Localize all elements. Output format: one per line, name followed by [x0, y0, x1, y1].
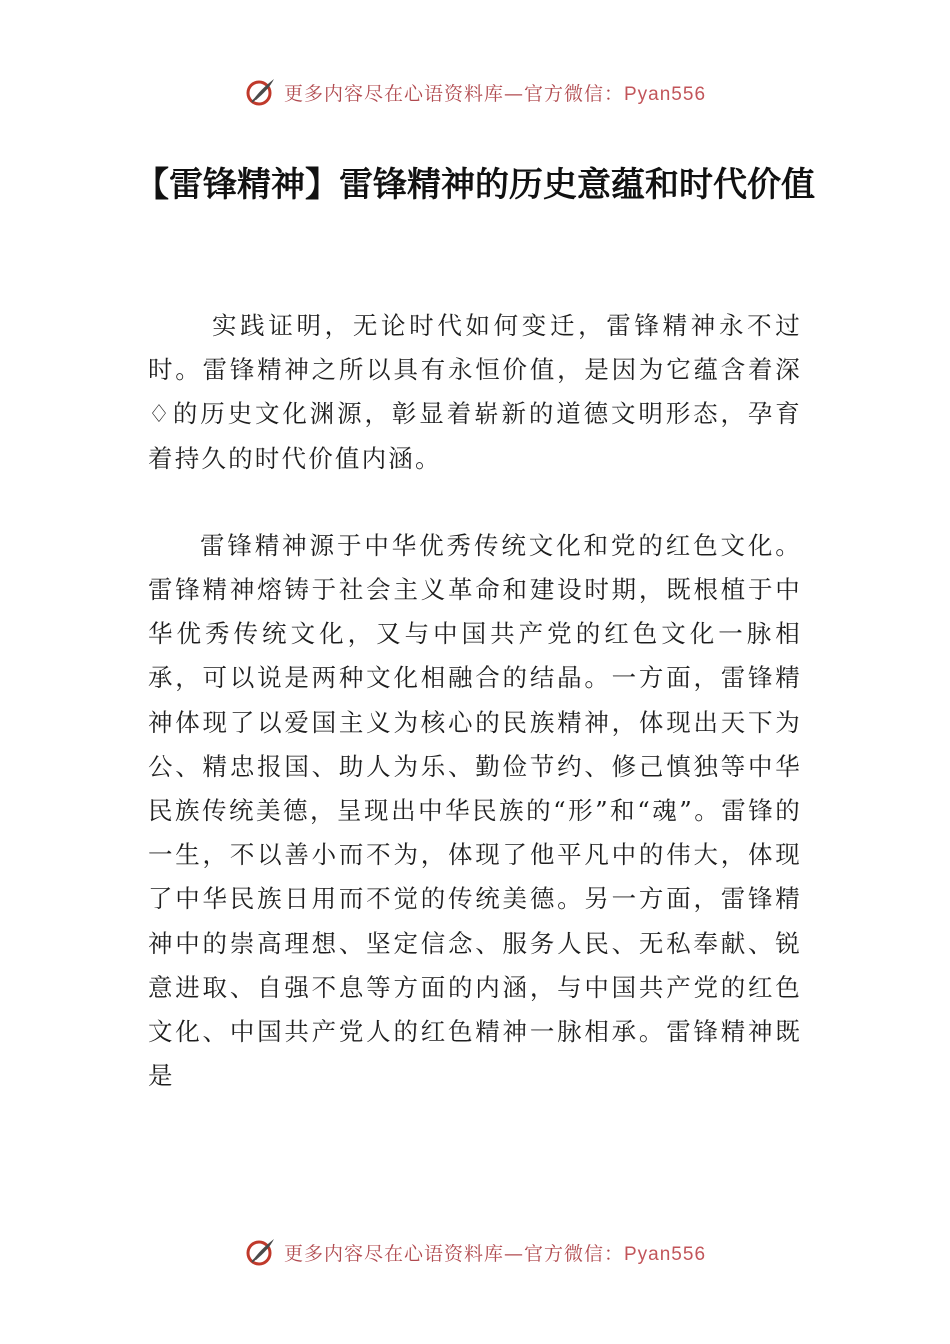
document-title: 【雷锋精神】雷锋精神的历史意蕴和时代价值 [135, 165, 815, 205]
paragraph-2: 雷锋精神源于中华优秀传统文化和党的红色文化。雷锋精神熔铸于社会主义革命和建设时期，既根植于中华优秀传统文化，又与中国共产党的红色文化一脉相承，可以说是两种文化相融合的结晶。一方面，雷锋精神体现了以爱国主义为核心的民族精神，体现出天下为公、精忠报国、助人为乐、勤俭节约、修己慎独等中华民族传统美德，呈现出中华民族的“形”和“魂”。雷锋的一生，不以善小而不为，体现了他平凡中的伟大，体现了中华民族日用而不觉的传统美德。另一方面，雷锋精神中的崇高理想、坚定信念、服务人民、无私奉献、锐意进取、自强不息等方面的内涵，与中国共产党的红色文化、中国共产党人的红色精神一脉相承。雷锋精神既是 [148, 530, 802, 1091]
paragraph-1: 实践证明，无论时代如何变迁，雷锋精神永不过时。雷锋精神之所以具有永恒价值，是因为它蕴含着深♢的历史文化渊源，彰显着崭新的道德文明形态，孕育着持久的时代价值内涵。 [148, 311, 802, 473]
header-banner-text [284, 79, 706, 106]
footer-banner-text [284, 1239, 706, 1266]
quill-logo-icon [244, 75, 278, 109]
document-body [148, 304, 802, 1098]
footer-wechat-id: Pyan556 [624, 1243, 707, 1265]
quill-logo-icon [244, 1235, 278, 1269]
footer-banner-label: 更多内容尽在心语资料库—官方微信： [283, 1242, 624, 1265]
footer-banner [0, 1232, 950, 1272]
header-banner-label: 更多内容尽在心语资料库—官方微信： [283, 82, 624, 105]
header-banner [0, 72, 950, 112]
header-wechat-id: Pyan556 [624, 83, 707, 105]
